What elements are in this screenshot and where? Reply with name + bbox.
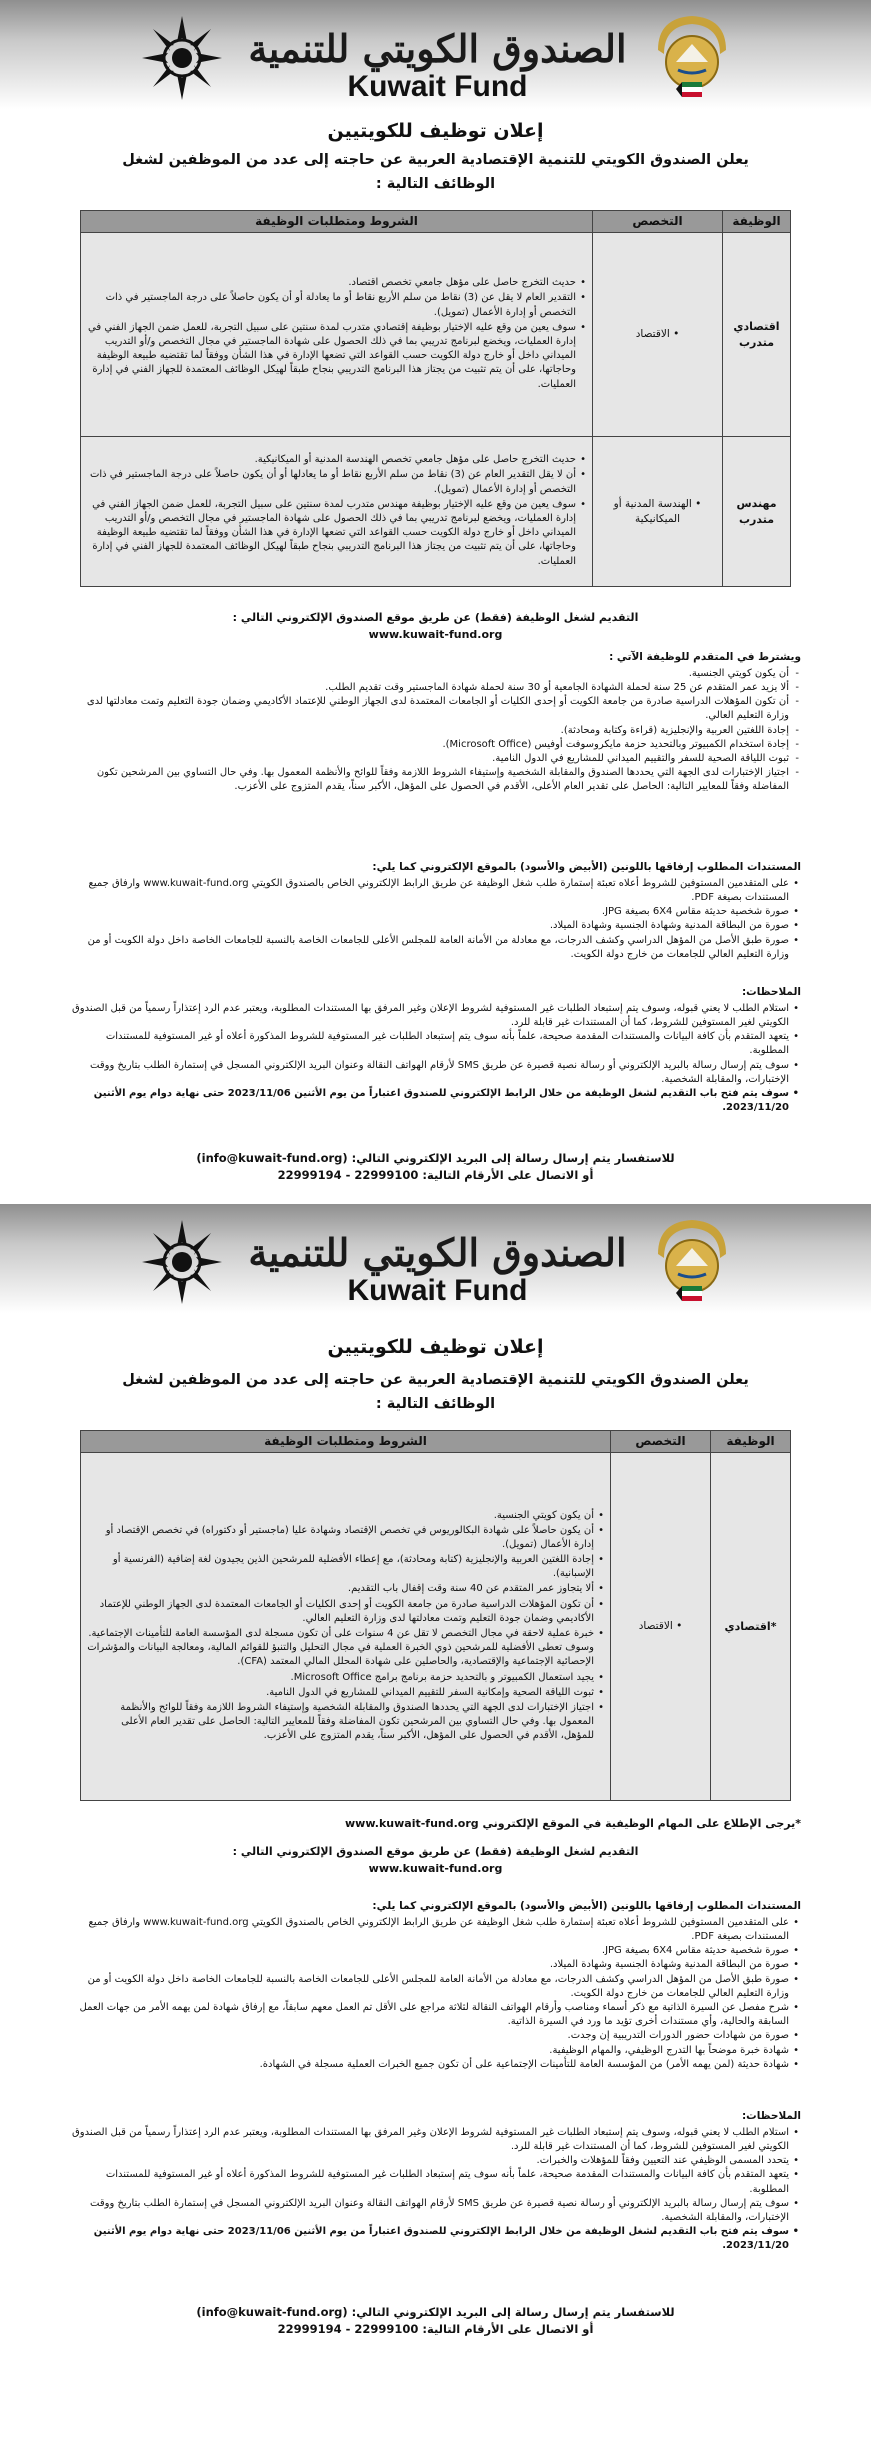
document-item: • شهادة حديثة (لمن يهمه الأمر) من المؤسسة العامة للتأمينات الإجتماعية على أن تكون جميع الخبرات العملية مسجلة في الشهادة.: [70, 2058, 801, 2072]
job-title-cell: *اقتصادي: [711, 1453, 791, 1801]
notes-heading: الملاحظات:: [741, 986, 801, 998]
contact-section: [0, 1150, 871, 1183]
document-item: • صورة من البطاقة المدنية وشهادة الجنسية وشهادة الميلاد.: [70, 919, 801, 933]
requirement-item: • اجتياز الإختبارات لدى الجهة التي يحددها الصندوق والمقابلة الشخصية وإستيفاء الشروط اللازمة وفقاً للوائح والأنظمة المعمول بها. وفي حال التساوي بين المرشحين تكون المفاضلة وفقاً للمعايير التالية: الحاصل على تقدير العام الأعلى للمؤهل، الأقدم في الحصول على المؤهل، الأكبر سناً، يقدم المتزوج على الأعزب.: [87, 1701, 604, 1744]
brand-name-arabic: الصندوق الكويتي للتنمية: [248, 1230, 627, 1275]
table-header-row: [81, 211, 791, 233]
contact-email-line: للاستفسار يتم إرسال رسالة إلى البريد الإلكتروني التالي: (info@kuwait-fund.org): [196, 2305, 675, 2319]
note-item: • يتعهد المتقدم بأن كافة البيانات والمستندات المقدمة صحيحة، علماً بأنه سوف يتم إستبعاد الطلبات غير المستوفية للشروط المذكورة أعلاه أو غير المستوفية للمستندات المطلوبة.: [70, 1030, 801, 1058]
table-row: [81, 233, 791, 437]
documents-section: [70, 1899, 801, 2072]
col-header-req: الشروط ومتطلبات الوظيفة: [81, 211, 593, 233]
apply-link[interactable]: www.kuwait-fund.org: [368, 627, 503, 641]
document-item: • صورة من شهادات حضور الدورات التدريبية إن وجدت.: [70, 2029, 801, 2043]
document-item: • على المتقدمين المستوفين للشروط أعلاه تعبئة إستمارة طلب شغل الوظيفة عن طريق الرابط الإلكتروني الخاص بالصندوق الكويتي www.kuwait-fund.org وارفاق جميع المستندات بصيغة PDF.: [70, 1916, 801, 1944]
requirement-item: • إجادة اللغتين العربية والإنجليزية (كتابة ومحادثة)، مع إعطاء الأفضلية للمرشحين الذين يجيدون لغة إضافية (الفرنسية أو الإسبانية).: [87, 1553, 604, 1581]
kuwait-state-emblem-icon: [650, 10, 734, 106]
job-duties-note: *يرجى الإطلاع على المهام الوظيفية في الموقع الإلكتروني www.kuwait-fund.org: [345, 1817, 801, 1830]
brand-name-arabic: الصندوق الكويتي للتنمية: [248, 26, 627, 71]
apply-instruction: التقديم لشغل الوظيفة (فقط) عن طريق موقع الصندوق الإلكتروني التالي :: [232, 611, 639, 624]
condition-item: - إجادة اللغتين العربية والإنجليزية (قراءة وكتابة ومحادثة).: [70, 724, 801, 738]
requirement-item: • سوف يعين من وقع عليه الإختيار بوظيفة إقتصادي متدرب لمدة سنتين على سبيل التجربة، للعمل ضمن الجهاز الفني في إدارة العمليات، ويخضع لبرنامج تدريبي بما في ذلك الحصول على شهادة الماجستير في مجال التخصص و/أو التدريب الميداني داخل أو خارج دولة الكويت حسب القواعد التي تضعها الإدارة في هذا الشأن ووفقاً لما تقتضيه طبيعة الوظيفة وحاجاتها، على أن يتم تثبيت من يجتاز هذا البرنامج التدريبي بنجاح طبقاً لهيكل الوظائف المعتمدة للجهاز الفني في إدارة العمليات.: [87, 321, 586, 392]
requirement-item: • أن يكون حاصلاً على شهادة البكالوريوس في تخصص الإقتصاد وشهادة عليا (ماجستير أو دكتوراه) في تخصص الإقتصاد أو إدارة الأعمال (تمويل).: [87, 1524, 604, 1552]
notes-section: [70, 2109, 801, 2254]
condition-item: - أن تكون المؤهلات الدراسية صادرة من جامعة الكويت أو إحدى الكليات أو الجامعات المعتمدة لدى الجهاز الوطني للإعتماد الأكاديمي وضمان جودة التعليم وتمت معادلتها لدى وزارة التعليم العالي.: [70, 695, 801, 723]
announcement-page-1: [0, 0, 871, 1204]
specialization-text: الاقتصاد: [635, 328, 670, 341]
contact-email-line: للاستفسار يتم إرسال رسالة إلى البريد الإلكتروني التالي: (info@kuwait-fund.org): [196, 1151, 675, 1165]
document-item: • صورة من البطاقة المدنية وشهادة الجنسية وشهادة الميلاد.: [70, 1958, 801, 1972]
apply-section: [70, 610, 801, 643]
requirement-item: • ثبوت اللياقة الصحية وإمكانية السفر للتقييم الميداني للمشاريع في الدول النامية.: [87, 1686, 604, 1700]
intro-line: يعلن الصندوق الكويتي للتنمية الإقتصادية العربية عن حاجته إلى عدد من الموظفين لشغل: [122, 1372, 749, 1388]
notes-heading: الملاحظات:: [741, 2110, 801, 2122]
requirement-item: • التقدير العام لا يقل عن (3) نقاط من سلم الأربع نقاط أو ما يعادلة أو أن يكون حاصلاً على درجة الماجستير في ذات التخصص أو إدارة الأعمال (تمويل).: [87, 291, 586, 319]
table-row: [81, 1453, 791, 1801]
requirement-item: • حديث التخرج حاصل على مؤهل جامعي تخصص اقتصاد.: [87, 276, 586, 290]
apply-instruction: التقديم لشغل الوظيفة (فقط) عن طريق موقع الصندوق الإلكتروني التالي :: [232, 1845, 639, 1858]
specialization-text: الهندسة المدنية أو الميكانيكية: [613, 497, 692, 525]
col-header-spec: التخصص: [611, 1431, 711, 1453]
header-banner: [0, 1204, 871, 1319]
job-title-cell: اقتصادي متدرب: [723, 233, 791, 437]
document-item: • شرح مفصل عن السيرة الذاتية مع ذكر أسماء ومناصب وأرقام الهواتف النقالة لثلاثة مراجع على الأقل تم العمل معهم سابقاً، مع إرفاق شهادة لمن يهمه الأمر من جهات العمل السابقة والحالية، وأي مستندات أخرى تؤيد ما ورد في السيرة الذاتية.: [70, 2001, 801, 2029]
col-header-req: الشروط ومتطلبات الوظيفة: [81, 1431, 611, 1453]
announcement-page-2: [0, 1204, 871, 2456]
notes-section: [70, 985, 801, 1115]
conditions-heading: ويشترط في المتقدم للوظيفة الآتي :: [609, 651, 801, 663]
requirement-item: • أن تكون المؤهلات الدراسية صادرة من جامعة الكويت أو إحدى الكليات أو الجامعات المعتمدة لدى الجهاز الوطني للإعتماد الأكاديمي وضمان جودة التعليم وتمت معادلتها لدى وزارة التعليم العالي.: [87, 1598, 604, 1626]
requirement-item: • ألا يتجاوز عمر المتقدم عن 40 سنة وقت إقفال باب التقديم.: [87, 1582, 604, 1596]
note-item: • يتحدد المسمى الوظيفي عند التعيين وفقاً للمؤهلات والخبرات.: [70, 2154, 801, 2168]
requirements-cell: [81, 233, 593, 437]
document-item: • شهادة خبرة موضحاً بها التدرج الوظيفي، والمهام الوظيفية.: [70, 2044, 801, 2058]
contact-phone-line: أو الاتصال على الأرقام التالية: 22999100 - 22999194: [277, 1167, 594, 1182]
brand-name-english: Kuwait Fund: [347, 70, 528, 103]
page-title: إعلان توظيف للكويتيين: [327, 120, 544, 142]
condition-item: - اجتياز الإختبارات لدى الجهة التي يحددها الصندوق والمقابلة الشخصية وإستيفاء الشروط اللازمة وفقاً للوائح والأنظمة المعمول بها. وفي حال التساوي بين المرشحين تكون المفاضلة وفقاً للمعايير التالية: الحاصل على تقدير العام الأعلى، الأقدم في الحصول على المؤهل، الأكبر سناً، يقدم المتزوج على الأعزب.: [70, 766, 801, 794]
requirement-item: • خبرة عملية لاحقة في مجال التخصص لا تقل عن 4 سنوات على أن تكون مسجلة لدى المؤسسة العامة للتأمينات الإجتماعية. وسوف تعطى الأفضلية للمرشحين ذوي الخبرة العملية في مجال التحليل والتنبؤ للقوائم المالية، ومعالجة البيانات والمؤشرات الإحصائية الإجتماعية والإقتصادية، والحاصلين على شهادة المحلل المالي المعتمد (CFA).: [87, 1627, 604, 1670]
col-header-spec: التخصص: [593, 211, 723, 233]
note-item: • استلام الطلب لا يعني قبوله، وسوف يتم إستبعاد الطلبات غير المستوفية لشروط الإعلان وغير المرفق بها المستندات المطلوبة، ويعتبر عدم الرد إعتذاراً رسمياً من قبل الصندوق الكويتي لغير المستوفين للشروط، كما أن المستندات غير قابلة للرد.: [70, 2126, 801, 2154]
col-header-job: الوظيفة: [723, 211, 791, 233]
note-item: • سوف يتم فتح باب التقديم لشغل الوظيفة من خلال الرابط الإلكتروني للصندوق اعتباراً من يوم الأثنين 2023/11/06 حتى نهاية دوام يوم الأثنين 2023/11/20.: [70, 1087, 801, 1115]
condition-item: - ألا يزيد عمر المتقدم عن 25 سنة لحملة الشهادة الجامعية أو 30 سنة لحملة شهادة الماجستير وقت تقديم الطلب.: [70, 681, 801, 695]
kuwait-fund-emblem-icon: [140, 1216, 224, 1308]
contact-phone-line: أو الاتصال على الأرقام التالية: 22999100 - 22999194: [277, 2321, 594, 2336]
specialization-cell: • الاقتصاد: [611, 1453, 711, 1801]
jobs-table: [80, 210, 791, 587]
condition-item: - أن يكون كويتي الجنسية.: [70, 667, 801, 681]
note-item: • يتعهد المتقدم بأن كافة البيانات والمستندات المقدمة صحيحة، علماً بأنه سوف يتم إستبعاد الطلبات غير المستوفية للشروط المذكورة أعلاه أو غير المستوفية للمستندات المطلوبة.: [70, 2168, 801, 2196]
document-item: • صورة طبق الأصل من المؤهل الدراسي وكشف الدرجات، مع معادلة من الأمانة العامة للمجلس الأعلى للجامعات الخاصة بالنسبة للجامعات الخاصة داخل دولة الكويت أو من وزارة التعليم العالي للجامعات من خارج دولة الكويت.: [70, 1973, 801, 2001]
document-item: • صورة شخصية حديثة مقاس 6X4 بصيغة JPG.: [70, 905, 801, 919]
specialization-cell: • الاقتصاد: [593, 233, 723, 437]
documents-heading: المستندات المطلوب إرفاقها باللونين (الأبيض والأسود) بالموقع الإلكتروني كما يلي:: [372, 1900, 801, 1912]
note-item: • سوف يتم فتح باب التقديم لشغل الوظيفة من خلال الرابط الإلكتروني للصندوق اعتباراً من يوم الأثنين 2023/11/06 حتى نهاية دوام يوم الأثنين 2023/11/20.: [70, 2225, 801, 2253]
conditions-section: [70, 650, 801, 795]
kuwait-state-emblem-icon: [650, 1214, 734, 1310]
intro-line-2: الوظائف التالية :: [375, 1396, 496, 1412]
condition-item: - إجادة استخدام الكمبيوتر وبالتحديد حزمة مايكروسوفت أوفيس (Microsoft Office).: [70, 738, 801, 752]
note-item: • استلام الطلب لا يعني قبوله، وسوف يتم إستبعاد الطلبات غير المستوفية لشروط الإعلان وغير المرفق بها المستندات المطلوبة، ويعتبر عدم الرد إعتذاراً رسمياً من قبل الصندوق الكويتي لغير المستوفين للشروط، كما أن المستندات غير قابلة للرد.: [70, 1002, 801, 1030]
note-item: • سوف يتم إرسال رسالة بالبريد الإلكتروني أو رسالة نصية قصيرة عن طريق SMS لأرقام الهواتف النقالة وعنوان البريد الإلكتروني المسجل في إستمارة الطلب بتاريخ ووقت الإختبارات، والمقابلة الشخصية.: [70, 2197, 801, 2225]
col-header-job: الوظيفة: [711, 1431, 791, 1453]
page-title: إعلان توظيف للكويتيين: [327, 1336, 544, 1358]
jobs-table: [80, 1430, 791, 1801]
requirement-item: • حديث التخرج حاصل على مؤهل جامعي تخصص الهندسة المدنية أو الميكانيكية.: [87, 453, 586, 467]
header-banner: [0, 0, 871, 115]
document-item: • صورة طبق الأصل من المؤهل الدراسي وكشف الدرجات، مع معادلة من الأمانة العامة للمجلس الأعلى للجامعات الخاصة بالنسبة للجامعات الخاصة داخل دولة الكويت أو من وزارة التعليم العالي للجامعات من خارج دولة الكويت.: [70, 934, 801, 962]
brand-name-english: Kuwait Fund: [347, 1274, 528, 1307]
table-header-row: [81, 1431, 791, 1453]
kuwait-fund-emblem-icon: [140, 12, 224, 104]
info-section: [70, 1816, 801, 1832]
requirements-cell: [81, 1453, 611, 1801]
condition-item: - ثبوت اللياقة الصحية للسفر والتقييم الميداني للمشاريع في الدول النامية.: [70, 752, 801, 766]
documents-heading: المستندات المطلوب إرفاقها باللونين (الأبيض والأسود) بالموقع الإلكتروني كما يلي:: [372, 861, 801, 873]
job-title-cell: مهندس متدرب: [723, 437, 791, 587]
table-row: [81, 437, 791, 587]
requirement-item: • يجيد استعمال الكمبيوتر و بالتحديد حزمة برنامج برامج Microsoft Office.: [87, 1671, 604, 1685]
documents-section: [70, 860, 801, 962]
apply-link[interactable]: www.kuwait-fund.org: [368, 1861, 503, 1875]
requirement-item: • أن يكون كويتي الجنسية.: [87, 1509, 604, 1523]
document-item: • على المتقدمين المستوفين للشروط أعلاه تعبئة إستمارة طلب شغل الوظيفة عن طريق الرابط الإلكتروني الخاص بالصندوق الكويتي www.kuwait-fund.org وارفاق جميع المستندات بصيغة PDF.: [70, 877, 801, 905]
intro-line-2: الوظائف التالية :: [375, 176, 496, 192]
specialization-cell: • الهندسة المدنية أو الميكانيكية: [593, 437, 723, 587]
document-item: • صورة شخصية حديثة مقاس 6X4 بصيغة JPG.: [70, 1944, 801, 1958]
requirement-item: • سوف يعين من وقع عليه الإختيار بوظيفة مهندس متدرب لمدة سنتين على سبيل التجربة، للعمل ضمن الجهاز الفني في إدارة العمليات، ويخضع لبرنامج تدريبي بما في ذلك الحصول على شهادة الماجستير في مجال التخصص و/أو التدريب الميداني داخل أو خارج دولة الكويت حسب القواعد التي تضعها الإدارة في هذا الشأن ووفقاً لما تقتضيه طبيعة الوظيفة وحاجاتها، على أن يتم تثبيت من يجتاز هذا البرنامج التدريبي بنجاح طبقاً لهيكل الوظائف المعتمدة للجهاز الفني في إدارة العمليات.: [87, 498, 586, 569]
contact-section: [0, 2304, 871, 2337]
requirements-cell: [81, 437, 593, 587]
intro-line: يعلن الصندوق الكويتي للتنمية الإقتصادية العربية عن حاجته إلى عدد من الموظفين لشغل: [122, 152, 749, 168]
specialization-text: الاقتصاد: [638, 1620, 673, 1633]
apply-section: [70, 1844, 801, 1877]
note-item: • سوف يتم إرسال رسالة بالبريد الإلكتروني أو رسالة نصية قصيرة عن طريق SMS لأرقام الهواتف النقالة وعنوان البريد الإلكتروني المسجل في إستمارة الطلب بتاريخ ووقت الإختبارات، والمقابلة الشخصية.: [70, 1059, 801, 1087]
requirement-item: • أن لا يقل التقدير العام عن (3) نقاط من سلم الأربع نقاط أو ما يعادلها أو أن يكون حاصلاً على درجة الماجستير في ذات التخصص أو إدارة الأعمال (تمويل).: [87, 468, 586, 496]
